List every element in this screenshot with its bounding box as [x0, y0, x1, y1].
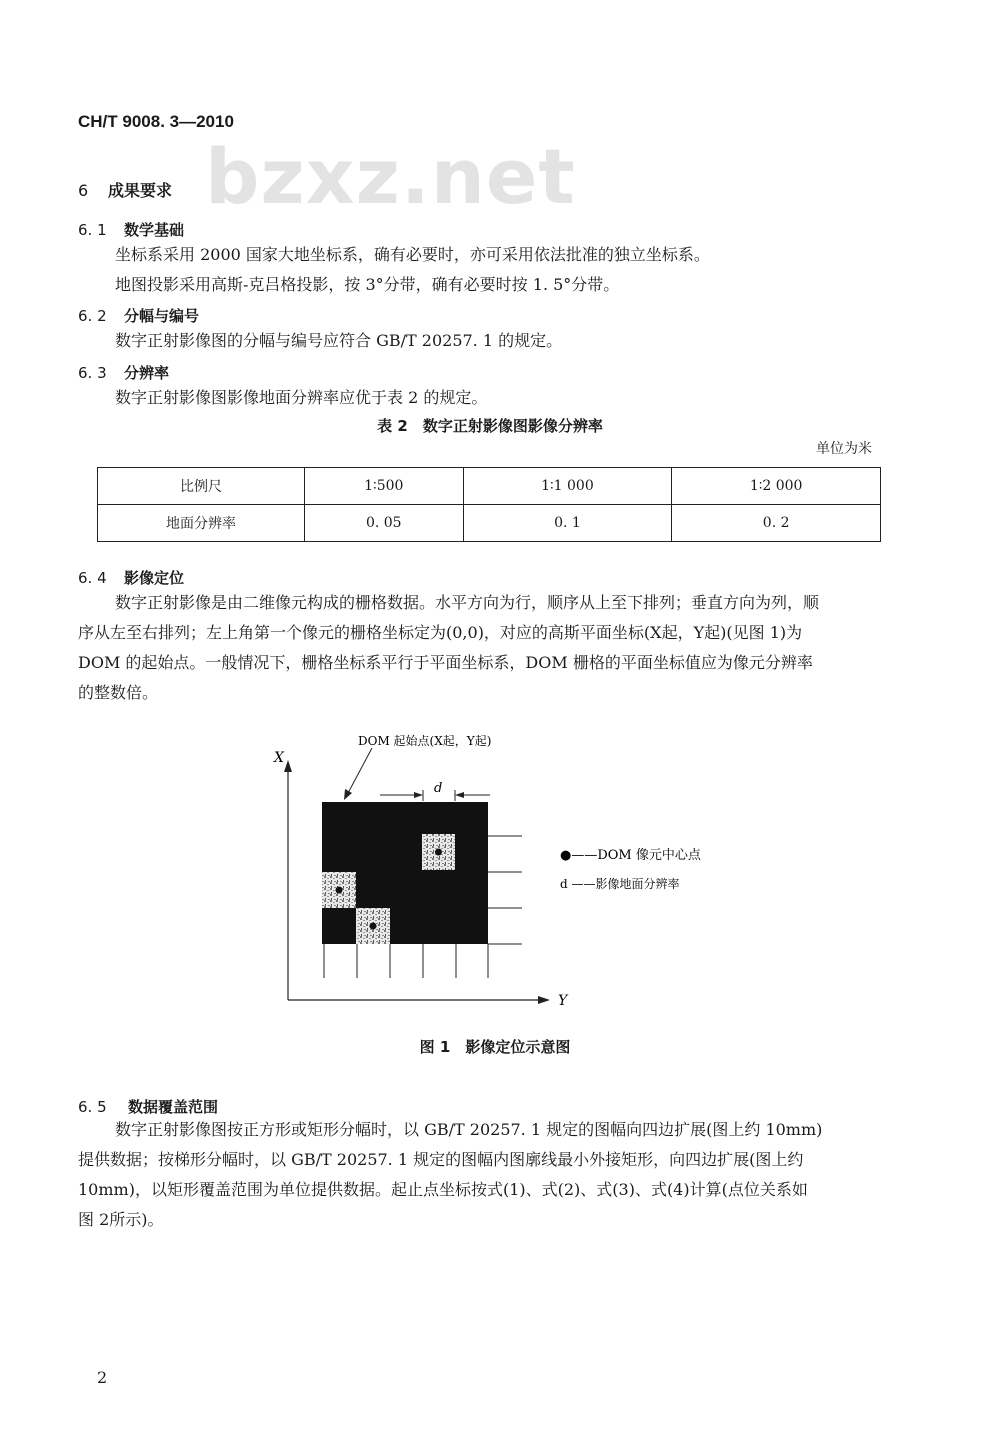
section-6-heading: [78, 178, 172, 201]
table-cell: 0. 2: [672, 505, 881, 542]
x-axis-arrow-icon: [284, 760, 292, 772]
table-caption: 表 2 数字正射影像图影像分辨率: [377, 417, 603, 435]
grid-extension-right: [488, 836, 522, 944]
y-axis-arrow-icon: [538, 996, 550, 1004]
section-title: 分辨率: [124, 364, 170, 382]
section-6-4-heading: [78, 567, 184, 588]
pixel-center-dot: [336, 887, 343, 894]
pointer-arrow-icon: [344, 789, 352, 800]
section-title: 成果要求: [108, 181, 173, 200]
paragraph-line: 10mm)，以矩形覆盖范围为单位提供数据。起止点坐标按式(1)、式(2)、式(3)、式(4)计算(点位关系如: [78, 1180, 808, 1199]
section-6-1-heading: [78, 219, 184, 240]
x-axis-label: X: [274, 750, 284, 766]
section-title: 数学基础: [124, 221, 185, 239]
section-number: 6: [78, 181, 89, 200]
table-row: [98, 505, 881, 542]
table-cell: 地面分辨率: [98, 505, 305, 542]
section-number: 6. 3: [78, 364, 107, 382]
standard-code: CH/T 9008. 3—2010: [78, 112, 234, 131]
section-number: 6. 1: [78, 221, 107, 239]
grid-extension-bottom: [324, 944, 488, 978]
section-number: 6. 5: [78, 1098, 107, 1116]
paragraph-line: 数字正射影像是由二维像元构成的栅格数据。水平方向为行，顺序从上至下排列；垂直方向为列，顺: [115, 593, 820, 612]
paragraph-line: 提供数据；按梯形分幅时，以 GB/T 20257. 1 规定的图幅内图廓线最小外接矩形，向四边扩展(图上约: [78, 1150, 804, 1169]
table-cell: 1∶2 000: [672, 468, 881, 505]
section-number: 6. 4: [78, 569, 107, 587]
y-axis-label: Y: [558, 993, 568, 1009]
paragraph: 地图投影采用高斯-克吕格投影，按 3°分带，确有必要时按 1. 5°分带。: [115, 275, 620, 294]
paragraph: 数字正射影像图影像地面分辨率应优于表 2 的规定。: [115, 388, 488, 407]
pixel-center-dot: [435, 849, 442, 856]
table-cell: 0. 05: [305, 505, 464, 542]
paragraph-line: 数字正射影像图按正方形或矩形分幅时，以 GB/T 20257. 1 规定的图幅向四边扩展(图上约 10mm): [115, 1120, 823, 1139]
paragraph: 数字正射影像图的分幅与编号应符合 GB/T 20257. 1 的规定。: [115, 331, 563, 350]
section-title: 数据覆盖范围: [128, 1098, 219, 1116]
figure-caption: 图 1 影像定位示意图: [419, 1038, 571, 1056]
section-title: 分幅与编号: [124, 307, 200, 325]
table-unit: 单位为米: [816, 441, 872, 457]
paragraph: 坐标系采用 2000 国家大地坐标系，确有必要时，亦可采用依法批准的独立坐标系。: [115, 245, 710, 264]
table-cell: 0. 1: [463, 505, 672, 542]
watermark: bzxz.net: [205, 132, 576, 221]
paragraph-line: 序从左至右排列；左上角第一个像元的栅格坐标定为(0,0)，对应的高斯平面坐标(X起，Y起)(见图 1)为: [78, 623, 803, 642]
table-cell: 1∶1 000: [463, 468, 672, 505]
table-cell: 1∶500: [305, 468, 464, 505]
section-6-2-heading: [78, 305, 199, 326]
paragraph-line: DOM 的起始点。一般情况下，栅格坐标系平行于平面坐标系，DOM 栅格的平面坐标值应为像元分辨率: [78, 653, 813, 672]
table-row: [98, 468, 881, 505]
paragraph-line: 图 2所示)。: [78, 1210, 164, 1229]
start-point-pointer: [347, 748, 372, 795]
section-6-3-heading: [78, 362, 169, 383]
section-title: 影像定位: [124, 569, 185, 587]
start-point-label: DOM 起始点(X起，Y起): [358, 734, 492, 748]
pixel-center-dot: [370, 923, 377, 930]
d-arrow-icon: [455, 792, 464, 798]
section-number: 6. 2: [78, 307, 107, 325]
legend-d-label: d ——影像地面分辨率: [560, 877, 680, 891]
d-arrow-icon: [414, 792, 423, 798]
section-6-5-heading: [78, 1096, 218, 1117]
resolution-table: [97, 467, 881, 542]
figure-1-diagram: [0, 720, 1000, 1040]
page-number: 2: [97, 1368, 108, 1387]
legend-dot-label: ●——DOM 像元中心点: [560, 848, 701, 863]
d-label: d: [434, 781, 443, 796]
paragraph-line: 的整数倍。: [78, 683, 159, 702]
table-cell: 比例尺: [98, 468, 305, 505]
